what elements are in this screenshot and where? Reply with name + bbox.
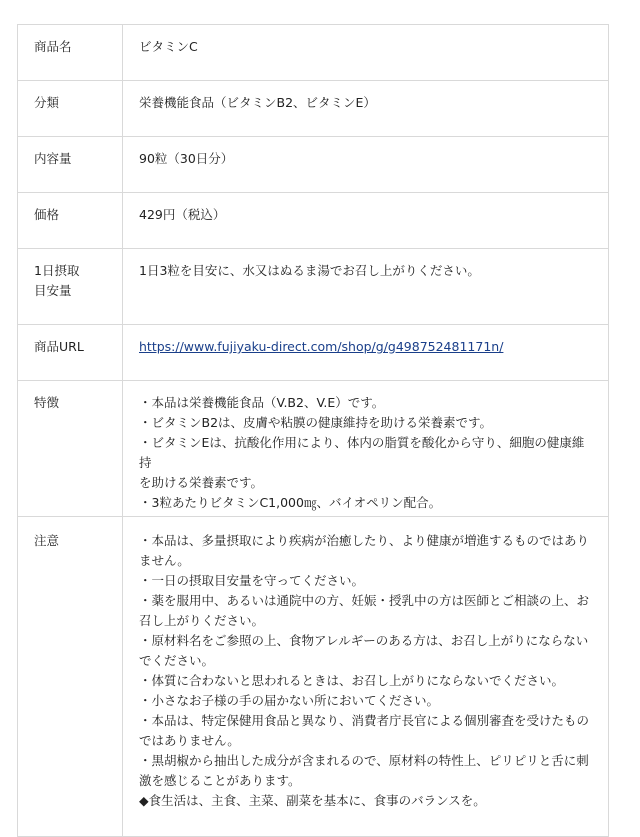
caution-line: ・体質に合わないと思われるときは、お召し上がりにならないでください。 xyxy=(139,673,565,688)
row-label-category: 分類 xyxy=(18,81,123,137)
feature-line: ・本品は栄養機能食品（V.B2、V.E）です。 xyxy=(139,395,385,410)
product-url-link[interactable]: https://www.fujiyaku-direct.com/shop/g/g498752481171n/ xyxy=(139,339,504,354)
row-value-caution xyxy=(123,517,609,837)
table-row xyxy=(18,325,609,381)
table-row xyxy=(18,381,609,517)
feature-line: を助ける栄養素です。 xyxy=(139,475,264,490)
table-row xyxy=(18,81,609,137)
row-value-category: 栄養機能食品（ビタミンB2、ビタミンE） xyxy=(123,81,609,137)
product-spec-container xyxy=(17,24,609,837)
row-value-daily-intake: 1日3粒を目安に、水又はぬるま湯でお召し上がりください。 xyxy=(123,249,609,325)
caution-line: ◆食生活は、主食、主菜、副菜を基本に、食事のバランスを。 xyxy=(139,793,486,808)
table-row xyxy=(18,25,609,81)
row-label-contents: 内容量 xyxy=(18,137,123,193)
caution-line: ・小さなお子様の手の届かない所においてください。 xyxy=(139,693,440,708)
row-value-features xyxy=(123,381,609,517)
row-label-line: 1日摂取 xyxy=(34,263,80,278)
caution-line: ・本品は、多量摂取により疾病が治癒したり、より健康が増進するものではあり xyxy=(139,533,590,548)
caution-line: ・本品は、特定保健用食品と異なり、消費者庁長官による個別審査を受けたもの xyxy=(139,713,590,728)
row-value-price: 429円（税込） xyxy=(123,193,609,249)
row-label-features: 特徴 xyxy=(18,381,123,517)
caution-line: 激を感じることがあります。 xyxy=(139,773,301,788)
caution-line: ・一日の摂取目安量を守ってください。 xyxy=(139,573,365,588)
product-spec-table xyxy=(17,24,609,837)
caution-line: でください。 xyxy=(139,653,215,668)
row-label-caution: 注意 xyxy=(18,517,123,837)
feature-line: ・ビタミンB2は、皮膚や粘膜の健康維持を助ける栄養素です。 xyxy=(139,415,493,430)
table-row xyxy=(18,517,609,837)
row-value-contents: 90粒（30日分） xyxy=(123,137,609,193)
row-label-line: 目安量 xyxy=(34,283,72,298)
row-label-daily-intake xyxy=(18,249,123,325)
caution-line: ・黒胡椒から抽出した成分が含まれるので、原材料の特性上、ピリピリと舌に刺 xyxy=(139,753,589,768)
feature-line: ・3粒あたりビタミンC1,000㎎、バイオペリン配合。 xyxy=(139,495,442,510)
caution-line: 召し上がりください。 xyxy=(139,613,265,628)
caution-line: ではありません。 xyxy=(139,733,240,748)
table-row xyxy=(18,193,609,249)
row-label-product-name: 商品名 xyxy=(18,25,123,81)
row-label-product-url: 商品URL xyxy=(18,325,123,381)
caution-line: ・原材料名をご参照の上、食物アレルギーのある方は、お召し上がりにならない xyxy=(139,633,589,648)
row-value-product-name: ビタミンC xyxy=(123,25,609,81)
row-value-product-url xyxy=(123,325,609,381)
caution-line: ・薬を服用中、あるいは通院中の方、妊娠・授乳中の方は医師とご相談の上、お xyxy=(139,593,590,608)
table-row xyxy=(18,249,609,325)
table-row xyxy=(18,137,609,193)
caution-line: ません。 xyxy=(139,553,190,568)
row-label-price: 価格 xyxy=(18,193,123,249)
feature-line: ・ビタミンEは、抗酸化作用により、体内の脂質を酸化から守り、細胞の健康維持 xyxy=(139,435,585,470)
